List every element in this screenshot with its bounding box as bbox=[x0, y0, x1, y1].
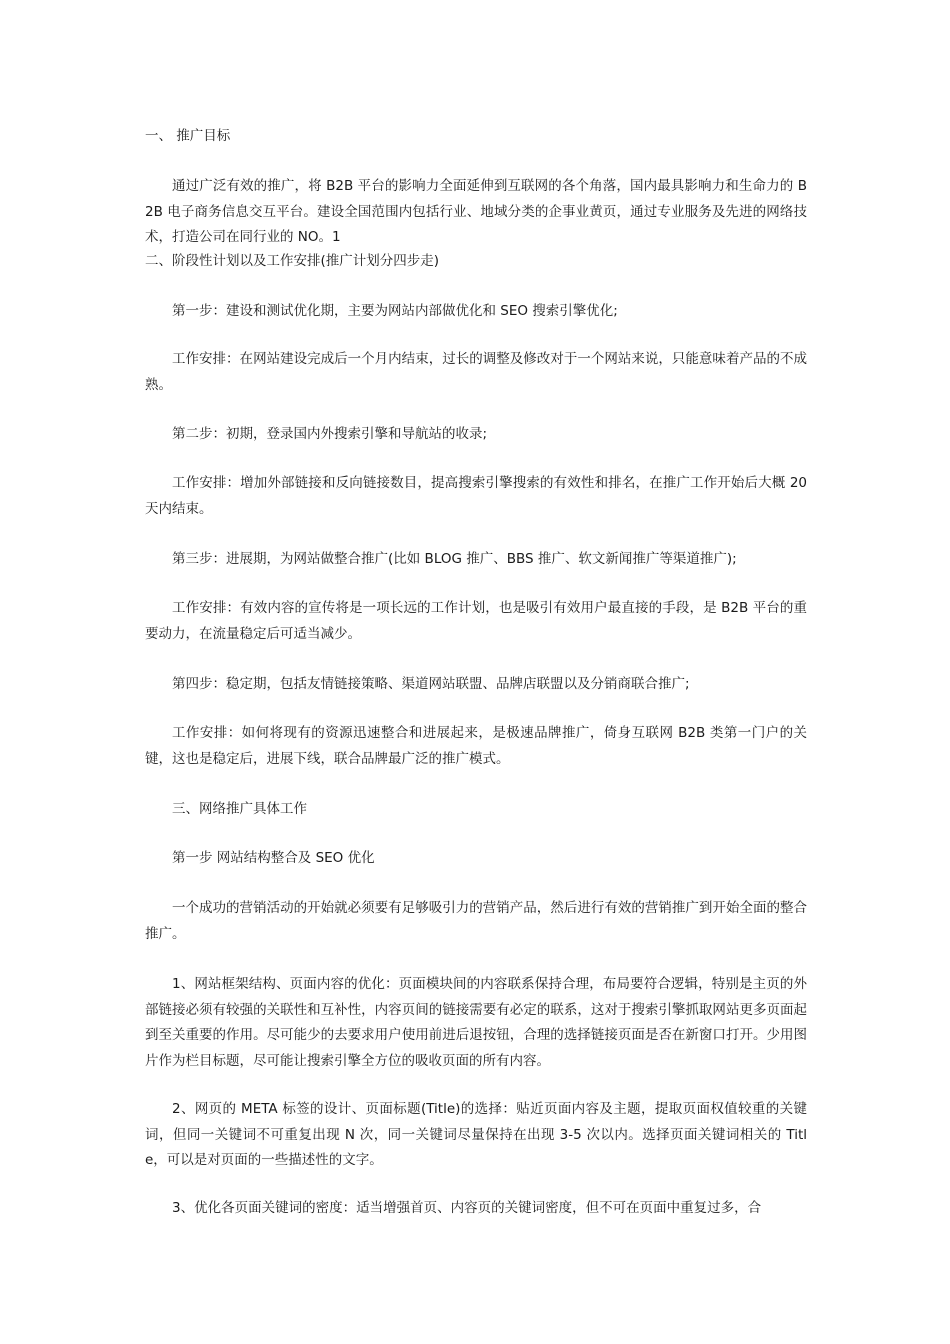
paragraph-item-2: 2、网页的 META 标签的设计、页面标题(Title)的选择：贴近页面内容及主题，提取页面权值较重的关键词，但同一关键词不可重复出现 N 次，同一关键词尽量保持在出现 3-5 次以内。选择页面关键词相关的 Title，可以是对页面的一些描述性的文字。 bbox=[145, 1101, 807, 1168]
paragraph-item-1: 1、网站框架结构、页面内容的优化：页面模块间的内容联系保持合理，布局要符合逻辑，特别是主页的外部链接必须有较强的关联性和互补性，内容页间的链接需要有必定的联系，这对于搜索引擎抓取网站更多页面起到至关重要的作用。尽可能少的去要求用户使用前进后退按钮，合理的选择链接页面是否在新窗口打开。少用图片作为栏目标题，尽可能让搜索引擎全方位的吸收页面的所有内容。 bbox=[145, 976, 807, 1069]
paragraph-step1: 第一步：建设和测试优化期，主要为网站内部做优化和 SEO 搜索引擎优化; bbox=[172, 303, 618, 319]
paragraph-step4: 第四步：稳定期，包括友情链接策略、渠道网站联盟、品牌店联盟以及分销商联合推广; bbox=[172, 676, 690, 692]
paragraph-step1-work: 工作安排：在网站建设完成后一个月内结束，过长的调整及修改对于一个网站来说，只能意味着产品的不成熟。 bbox=[145, 351, 807, 393]
paragraph-goal: 通过广泛有效的推广，将 B2B 平台的影响力全面延伸到互联网的各个角落，国内最具影响力和生命力的 B2B 电子商务信息交互平台。建设全国范围内包括行业、地域分类的企事业黄页，通过专业服务及先进的网络技术，打造公司在同行业的 NO。1 bbox=[145, 178, 807, 245]
section-heading-2: 二、阶段性计划以及工作安排(推广计划分四步走) bbox=[145, 253, 440, 269]
section-heading-1: 一、 推广目标 bbox=[145, 128, 231, 144]
paragraph-step4-work: 工作安排：如何将现有的资源迅速整合和进展起来，是极速品牌推广，倚身互联网 B2B 类第一门户的关键，这也是稳定后，进展下线，联合品牌最广泛的推广模式。 bbox=[145, 725, 807, 767]
paragraph-item-3: 3、优化各页面关键词的密度：适当增强首页、内容页的关键词密度，但不可在页面中重复过多，合 bbox=[172, 1200, 762, 1216]
paragraph-step2-work: 工作安排：增加外部链接和反向链接数目，提高搜索引擎搜索的有效性和排名，在推广工作开始后大概 20 天内结束。 bbox=[145, 475, 807, 517]
paragraph-step2: 第二步：初期，登录国内外搜索引擎和导航站的收录; bbox=[172, 426, 488, 442]
paragraph-step3: 第三步：进展期，为网站做整合推广(比如 BLOG 推广、BBS 推广、软文新闻推广等渠道推广); bbox=[172, 551, 737, 567]
subheading-step1: 第一步 网站结构整合及 SEO 优化 bbox=[172, 850, 375, 866]
paragraph-step3-work: 工作安排：有效内容的宣传将是一项长远的工作计划，也是吸引有效用户最直接的手段，是 B2B 平台的重要动力，在流量稳定后可适当减少。 bbox=[145, 600, 807, 642]
section-heading-3: 三、网络推广具体工作 bbox=[172, 801, 307, 817]
paragraph-intro: 一个成功的营销活动的开始就必须要有足够吸引力的营销产品，然后进行有效的营销推广到开始全面的整合推广。 bbox=[145, 900, 807, 942]
